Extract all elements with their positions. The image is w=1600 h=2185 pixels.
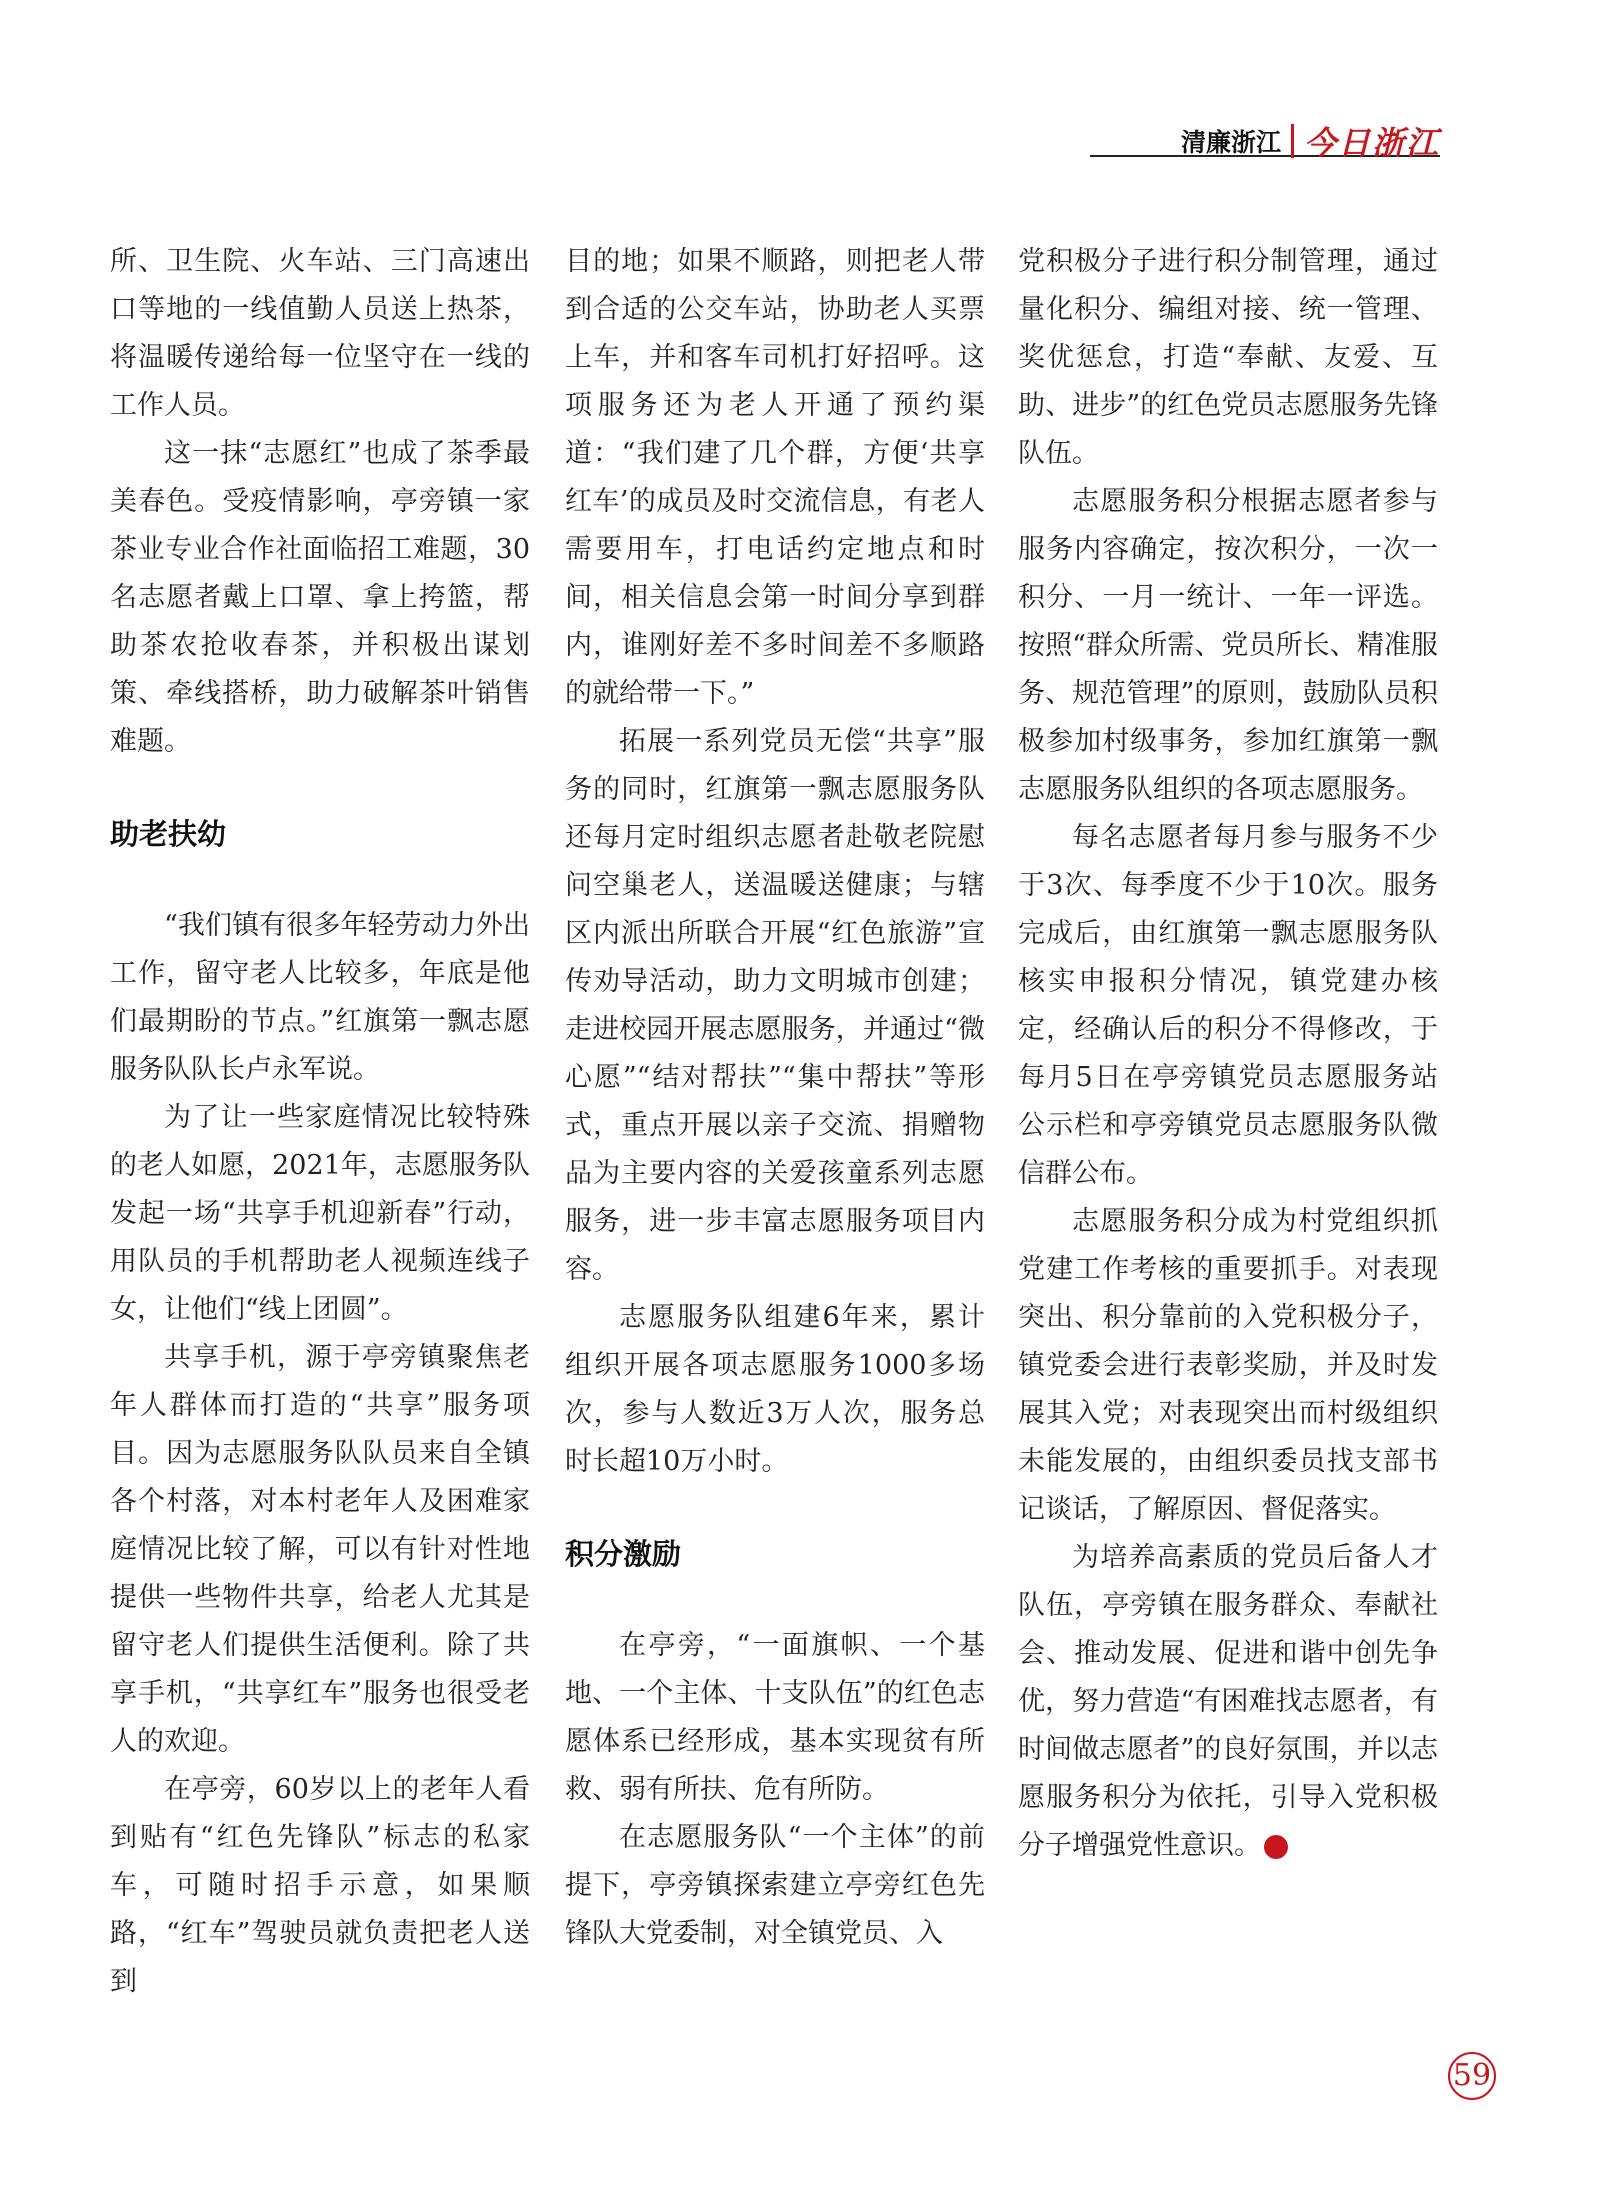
page-number: 59: [1448, 2052, 1496, 2100]
paragraph: 这一抹“志愿红”也成了茶季最美春色。受疫情影响，亭旁镇一家茶业专业合作社面临招工难题，30名志愿者戴上口罩、拿上挎篮，帮助茶农抢收春茶，并积极出谋划策、牵线搭桥，助力破解茶叶销售难题。: [110, 438, 530, 757]
paragraph-text: 为培养高素质的党员后备人才队伍，亭旁镇在服务群众、奉献社会、推动发展、促进和谐中创先争优，努力营造“有困难找志愿者，有时间做志愿者”的良好氛围，并以志愿服务积分为依托，引导入党积极分子增强党性意识。: [1018, 1542, 1438, 1861]
paragraph: 志愿服务积分根据志愿者参与服务内容确定，按次积分，一次一积分、一月一统计、一年一评选。按照“群众所需、党员所长、精准服务、规范管理”的原则，鼓励队员积极参加村级事务，参加红旗第一飘志愿服务队组织的各项志愿服务。: [1018, 486, 1438, 805]
paragraph: 党积极分子进行积分制管理，通过量化积分、编组对接、统一管理、奖优惩怠，打造“奉献、友爱、互助、进步”的红色党员志愿服务先锋队伍。: [1018, 246, 1438, 469]
paragraph: 每名志愿者每月参与服务不少于3次、每季度不少于10次。服务完成后，由红旗第一飘志愿服务队核实申报积分情况，镇党建办核定，经确认后的积分不得修改，于每月5日在亭旁镇党员志愿服务站公示栏和亭旁镇党员志愿服务队微信群公布。: [1018, 822, 1438, 1189]
paragraph: 为了让一些家庭情况比较特殊的老人如愿，2021年，志愿服务队发起一场“共享手机迎新春”行动，用队员的手机帮助老人视频连线子女，让他们“线上团圆”。: [110, 1102, 530, 1325]
paragraph: 共享手机，源于亭旁镇聚焦老年人群体而打造的“共享”服务项目。因为志愿服务队队员来自全镇各个村落，对本村老年人及困难家庭情况比较了解，可以有针对性地提供一些物件共享，给老人尤其是留守老人们提供生活便利。除了共享手机，“共享红车”服务也很受老人的欢迎。: [110, 1342, 530, 1757]
paragraph: 在志愿服务队“一个主体”的前提下，亭旁镇探索建立亭旁红色先锋队大党委制，对全镇党员、入: [565, 1822, 985, 1949]
column-3: [1018, 238, 1438, 1870]
paragraph: “我们镇有很多年轻劳动力外出工作，留守老人比较多，年底是他们最期盼的节点。”红旗第一飘志愿服务队队长卢永军说。: [110, 910, 530, 1085]
paragraph: 志愿服务积分成为村党组织抓党建工作考核的重要抓手。对表现突出、积分靠前的入党积极分子，镇党委会进行表彰奖励，并及时发展其入党；对表现突出而村级组织未能发展的，由组织委员找支部书记谈话，了解原因、督促落实。: [1018, 1206, 1438, 1525]
paragraph: [1018, 1534, 1438, 1870]
section-name: 清廉浙江: [1180, 128, 1281, 157]
section-heading: 助老扶幼: [110, 817, 227, 851]
section-heading: 积分激励: [565, 1537, 682, 1571]
paragraph: 志愿服务队组建6年来，累计组织开展各项志愿服务1000多场次，参与人数近3万人次，服务总时长超10万小时。: [565, 1302, 985, 1477]
magazine-logo: 今日浙江: [1303, 124, 1440, 162]
header-divider: [1291, 124, 1294, 158]
column-2: [565, 238, 985, 1958]
paragraph: 所、卫生院、火车站、三门高速出口等地的一线值勤人员送上热茶，将温暖传递给每一位坚守在一线的工作人员。: [110, 246, 530, 421]
paragraph: 拓展一系列党员无偿“共享”服务的同时，红旗第一飘志愿服务队还每月定时组织志愿者赴敬老院慰问空巢老人，送温暖送健康；与辖区内派出所联合开展“红色旅游”宣传劝导活动，助力文明城市创建；走进校园开展志愿服务，并通过“微心愿”“结对帮扶”“集中帮扶”等形式，重点开展以亲子交流、捐赠物品为主要内容的关爱孩童系列志愿服务，进一步丰富志愿服务项目内容。: [565, 726, 985, 1285]
column-1: [110, 238, 530, 2006]
paragraph: 在亭旁，60岁以上的老年人看到贴有“红色先锋队”标志的私家车，可随时招手示意，如果顺路，“红车”驾驶员就负责把老人送到: [110, 1774, 530, 1997]
page-header: [1181, 118, 1440, 164]
paragraph: 在亭旁，“一面旗帜、一个基地、一个主体、十支队伍”的红色志愿体系已经形成，基本实现贫有所救、弱有所扶、危有所防。: [565, 1630, 985, 1805]
paragraph: 目的地；如果不顺路，则把老人带到合适的公交车站，协助老人买票上车，并和客车司机打好招呼。这项服务还为老人开通了预约渠道：“我们建了几个群，方便‘共享红车’的成员及时交流信息，有老人需要用车，打电话约定地点和时间，相关信息会第一时间分享到群内，谁刚好差不多时间差不多顺路的就给带一下。”: [565, 246, 985, 709]
end-mark-icon: 今: [1264, 1835, 1288, 1859]
